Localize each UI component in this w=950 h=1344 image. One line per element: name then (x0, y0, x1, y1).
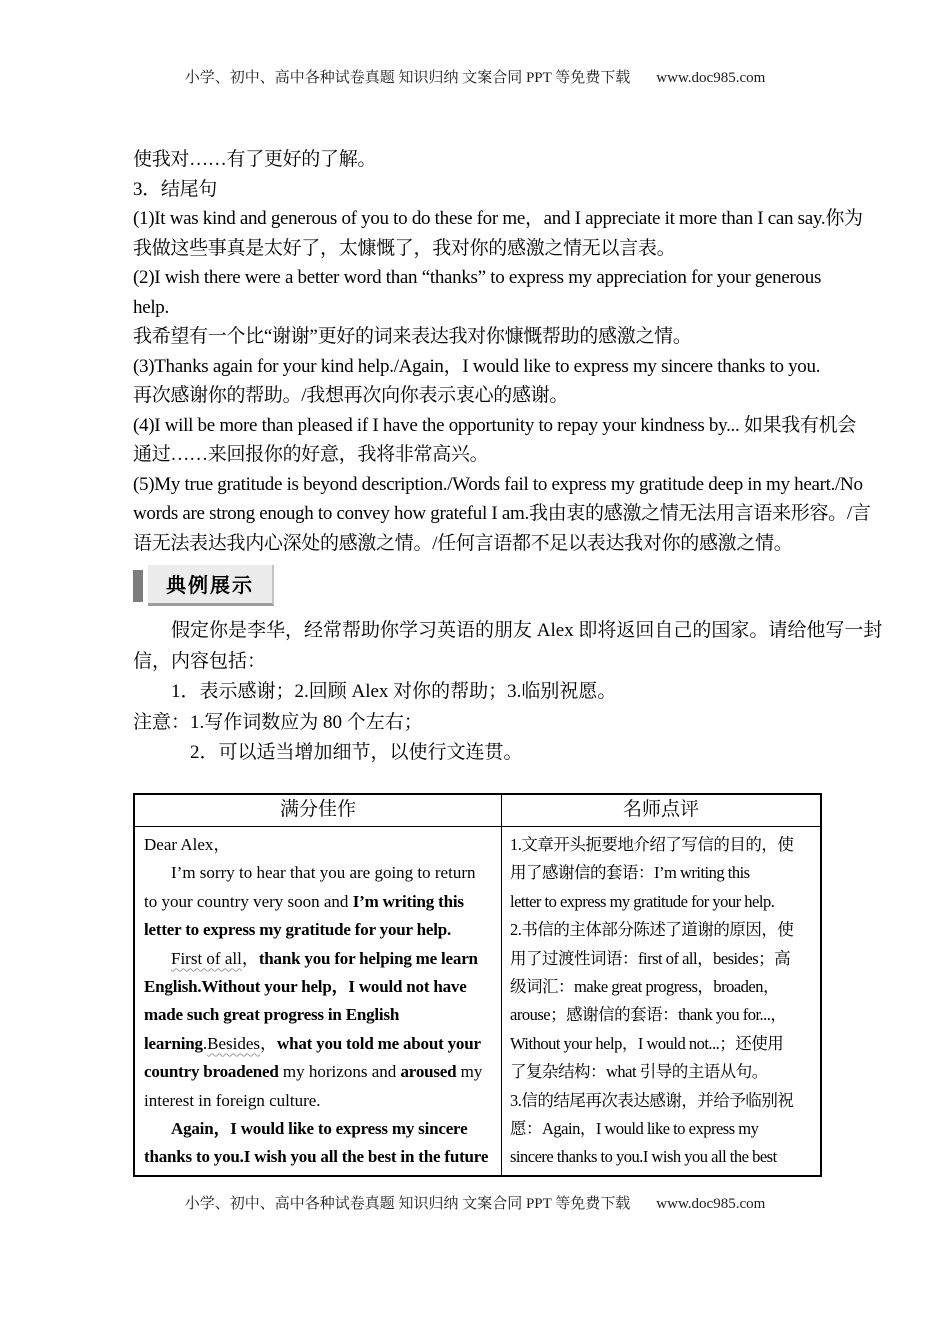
table-header-essay: 满分佳作 (135, 795, 502, 826)
bold-text: aroused (400, 1062, 457, 1082)
essay-line (144, 1058, 495, 1086)
body-text-line: (3)Thanks again for your kind help./Again，I would like to express my sincere thanks to you. (133, 355, 821, 377)
plain-text: . (202, 1033, 208, 1053)
body-text-line: (4)I will be more than pleased if I have the opportunity to repay your kindness by... 如果我有机会 (133, 414, 857, 436)
page-header (0, 66, 950, 87)
comment-cell (502, 827, 820, 1175)
wavy-underlined-text: First of all (171, 948, 242, 968)
essay-line (144, 1030, 495, 1058)
essay-line (144, 1115, 495, 1143)
comment-line: 了复杂结构：what 引导的主语从句。 (510, 1062, 768, 1082)
body-text-line: (5)My true gratitude is beyond description./Words fail to express my gratitude deep in my heart./No (133, 473, 863, 495)
comment-line: Without your help，I would not...；还使用 (510, 1033, 784, 1053)
prompt-block (133, 616, 883, 769)
bold-text: learning (144, 1033, 203, 1053)
plain-text: my (456, 1062, 483, 1082)
essay-line (144, 1143, 495, 1171)
essay-line (144, 1087, 495, 1115)
body-text-line: 我希望有一个比“谢谢”更好的词来表达我对你慷慨帮助的感激之情。 (133, 326, 692, 347)
body-text-line: (1)It was kind and generous of you to do these for me，and I appreciate it more than I can say.你为 (133, 208, 863, 229)
bold-text: what you told me about your (277, 1033, 481, 1053)
bold-text: Again，I would like to express my sincere (171, 1118, 468, 1138)
prompt-line: 假定你是李华，经常帮助你学习英语的朋友 Alex 即将返回自己的国家。请给他写一封 (171, 620, 883, 641)
body-text-line: help. (133, 296, 169, 318)
bold-text: made such great progress in English (144, 1005, 400, 1025)
comment-line: sincere thanks to you.I wish you all the best (510, 1147, 777, 1167)
header-text: 小学、初中、高中各种试卷真题 知识归纳 文案合同 PPT 等免费下载 (184, 70, 631, 86)
table-header-comment: 名师点评 (622, 799, 699, 820)
plain-text: ， (260, 1033, 277, 1053)
body-text-line: 通过……来回报你的好意，我将非常高兴。 (133, 444, 489, 465)
body-text-line: 语无法表达我内心深处的感激之情。/任何言语都不足以表达我对你的感激之情。 (133, 532, 793, 554)
bold-text: letter to express my gratitude for your help. (144, 920, 452, 940)
plain-text: my horizons and (278, 1062, 401, 1082)
header-url-link[interactable]: www.doc985.com (656, 70, 766, 86)
prompt-line: 信，内容包括： (133, 650, 267, 672)
comment-line: arouse；感谢信的套语：thank you for...， (510, 1005, 787, 1025)
bold-text: thank you for helping me learn (258, 948, 478, 968)
footer-url-link[interactable]: www.doc985.com (656, 1196, 766, 1212)
badge-label: 典例展示 (148, 565, 274, 606)
essay-cell (135, 827, 502, 1175)
table-body-row (135, 827, 820, 1175)
comment-line: 级词汇：make great progress，broaden， (510, 976, 780, 996)
comment-line: letter to express my gratitude for your help. (510, 891, 775, 911)
body-text-line: words are strong enough to convey how grateful I am.我由衷的感激之情无法用言语来形容。/言 (133, 503, 871, 524)
table-header-row (135, 795, 820, 827)
essay-line (144, 1001, 495, 1029)
body-text-line: 3．结尾句 (133, 178, 218, 200)
essay-line (144, 973, 495, 1001)
page-footer (0, 1192, 950, 1213)
plain-text: interest in foreign culture. (144, 1090, 321, 1110)
wavy-underlined-text: Besides (207, 1033, 260, 1053)
footer-text: 小学、初中、高中各种试卷真题 知识归纳 文案合同 PPT 等免费下载 (184, 1196, 631, 1212)
body-text-line: 我做这些事真是太好了，太慷慨了，我对你的感激之情无以言表。 (133, 237, 676, 259)
prompt-line: 1．表示感谢；2.回顾 Alex 对你的帮助；3.临别祝愿。 (171, 681, 617, 703)
comment-line: 愿：Again，I would like to express my (510, 1118, 759, 1138)
example-table (133, 793, 822, 1177)
bold-text: country broadened (144, 1062, 279, 1082)
essay-line (144, 859, 495, 887)
plain-text: Dear Alex， (144, 835, 231, 854)
badge-left-bar (133, 570, 143, 602)
plain-text: to your country very soon and (144, 891, 353, 911)
comment-line: 1.文章开头扼要地介绍了写信的目的，使 (510, 835, 794, 854)
prompt-line: 2．可以适当增加细节，以使行文连贯。 (190, 742, 523, 764)
essay-line (144, 916, 495, 944)
comment-line: 用了过渡性词语：first of all，besides；高 (510, 948, 791, 968)
bold-text: English.Without your help，I would not have (144, 976, 467, 996)
body-text-line: 使我对……有了更好的了解。 (133, 149, 377, 170)
plain-text: I’m sorry to hear that you are going to return (171, 863, 476, 883)
plain-text: ， (241, 948, 259, 968)
bold-text: I’m writing this (352, 891, 464, 911)
essay-line (144, 888, 495, 916)
comment-line: 2.书信的主体部分陈述了道谢的原因，使 (510, 920, 794, 940)
main-section (133, 145, 871, 558)
prompt-line: 注意：1.写作词数应为 80 个左右； (133, 711, 423, 733)
comment-line: 3.信的结尾再次表达感谢，并给予临别祝 (510, 1090, 794, 1110)
essay-line (144, 945, 495, 973)
comment-line: 用了感谢信的套语：I’m writing this (510, 863, 750, 883)
body-text-line: 再次感谢你的帮助。/我想再次向你表示衷心的感谢。 (133, 385, 569, 406)
essay-line (144, 831, 495, 859)
bold-text: thanks to you.I wish you all the best in the future (144, 1147, 489, 1167)
body-text-line: (2)I wish there were a better word than “thanks” to express my appreciation for your generous (133, 267, 822, 288)
